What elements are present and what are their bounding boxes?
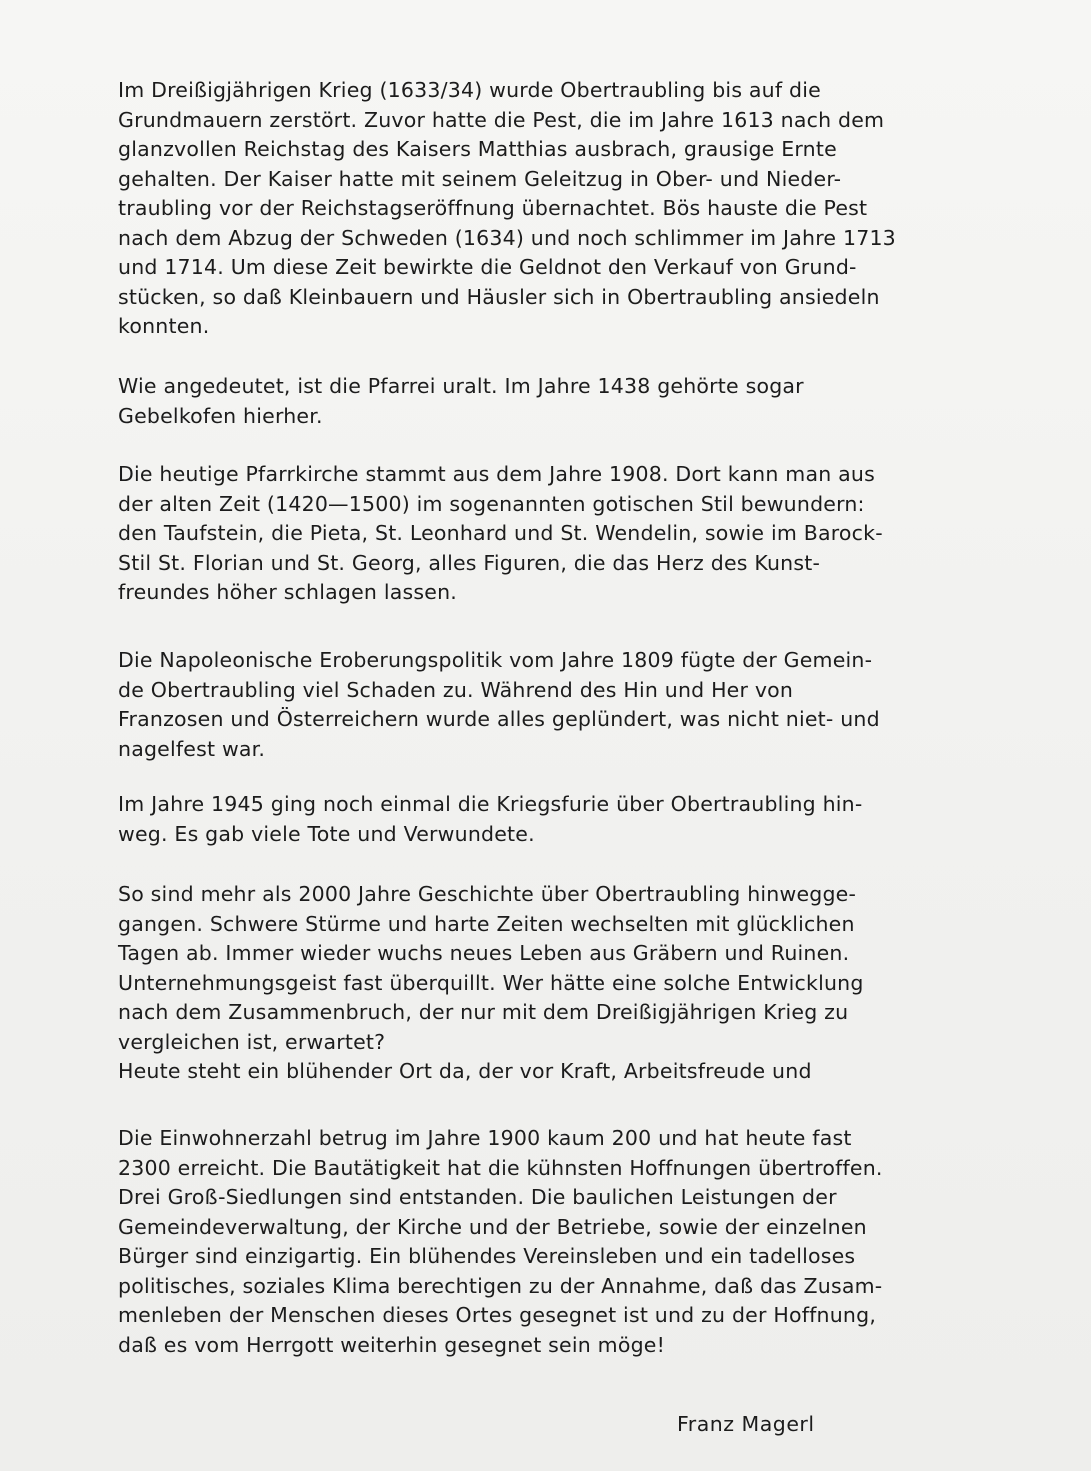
paragraph-text: Die Napoleonische Eroberungspolitik vom Jahre 1809 fügte der Gemein- de Obertraubling viel Schaden zu. Während des Hin und Her von Franzosen und Österreichern wurde alles geplündert, was nicht niet- und nagelfest war. (118, 648, 880, 761)
paragraph-text: Im Dreißigjährigen Krieg (1633/34) wurde Obertraubling bis auf die Grundmauern zerstört. Zuvor hatte die Pest, die im Jahre 1613 nach dem glanzvollen Reichstag des Kaisers Matthias ausbrach, grausige Ernte gehalten. Der Kaiser hatte mit seinem Geleitzug in Ober- und Nieder- traubling vor der Reichstagseröffnung übernachtet. Bös hauste die Pest nach dem Abzug der Schweden (1634) und noch schlimmer im Jahre 1713 und 1714. Um diese Zeit bewirkte die Geldnot den Verkauf von Grund- stücken, so daß Kleinbauern und Häusler sich in Obertraubling ansiedeln konnten. (118, 78, 896, 338)
paragraph-parish (118, 372, 976, 431)
paragraph-text: Im Jahre 1945 ging noch einmal die Kriegsfurie über Obertraubling hin- weg. Es gab viele Tote und Verwundete. (118, 792, 863, 846)
paragraph-text: Die Einwohnerzahl betrug im Jahre 1900 kaum 200 und hat heute fast 2300 erreicht. Die Bautätigkeit hat die kühnsten Hoffnungen übertroffen. Drei Groß-Siedlungen sind entstanden. Die baulichen Leistungen der Gemeindeverwaltung, der Kirche und der Betriebe, sowie der einzelnen Bürger sind einzigartig. Ein blühendes Vereinsleben und ein tadelloses politisches, soziales Klima berechtigen zu der Annahme, daß das Zusam- menleben der Menschen dieses Ortes gesegnet ist und zu der Hoffnung, daß es vom Herrgott weiterhin gesegnet sein möge! (118, 1126, 883, 1357)
paragraph-thirty-years-war (118, 76, 976, 342)
author-signature: Franz Magerl (677, 1412, 815, 1436)
paragraph-napoleonic-era (118, 646, 976, 764)
paragraph-text: So sind mehr als 2000 Jahre Geschichte über Obertraubling hinwegge- gangen. Schwere Stürme und harte Zeiten wechselten mit glücklichen Tagen ab. Immer wieder wuchs neues Leben aus Gräbern und Ruinen. Unternehmungsgeist fast überquillt. Wer hätte eine solche Entwicklung nach dem Zusammenbruch, der nur mit dem Dreißigjährigen Krieg zu vergleichen ist, erwartet? Heute steht ein blühender Ort da, der vor Kraft, Arbeitsfreude und (118, 882, 864, 1083)
paragraph-1945 (118, 790, 976, 849)
paragraph-text: Die heutige Pfarrkirche stammt aus dem Jahre 1908. Dort kann man aus der alten Zeit (1420—1500) im sogenannten gotischen Stil bewundern: den Taufstein, die Pieta, St. Leonhard und St. Wendelin, sowie im Barock- Stil St. Florian und St. Georg, alles Figuren, die das Herz des Kunst- freundes höher schlagen lassen. (118, 462, 883, 604)
paragraph-population (118, 1124, 976, 1360)
paragraph-text: Wie angedeutet, ist die Pfarrei uralt. Im Jahre 1438 gehörte sogar Gebelkofen hierher. (118, 374, 804, 428)
paragraph-history-summary (118, 880, 976, 1087)
paragraph-parish-church (118, 460, 976, 608)
